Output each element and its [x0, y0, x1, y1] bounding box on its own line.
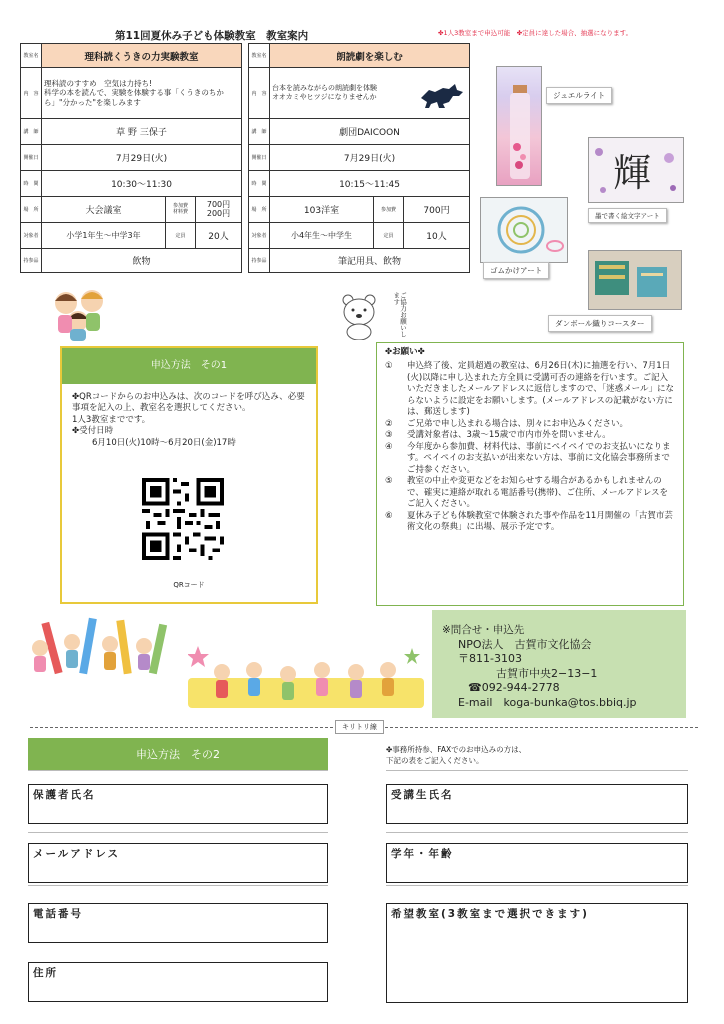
calligraphy-caption: 墨で書く絵文字アート: [588, 208, 667, 223]
requests-heading: ✤お願い✤: [385, 347, 425, 357]
cut-line-label: キリトリ線: [335, 720, 384, 734]
apply-method-1-heading: 申込方法 その1: [62, 348, 316, 384]
request-item: ⑥ 夏休み子ども体験教室で体験された事や作品を11月開催の「古賀市芸術文化の祭典」に出場、展示予定です。: [385, 510, 673, 533]
class1-content: 理科読のすすめ 空気は力持ち! 科学の本を読んで、実験を体験する事「くうきのちから」"分かった"を楽しみます: [42, 68, 242, 119]
form-grid-line: [28, 770, 328, 771]
contact-zip: 〒811-3103: [458, 652, 522, 666]
label-target: 対象者: [21, 223, 42, 249]
crayon-kids-illustration: [28, 612, 178, 682]
jewel-light-caption: ジュエルライト: [546, 87, 612, 104]
form-grid-line: [386, 832, 688, 833]
phone-label: 電話番号: [33, 908, 83, 920]
class1-belongings: 飲物: [42, 249, 242, 273]
class2-fee: 700円: [404, 197, 470, 223]
class1-fees: 700円 200円: [196, 197, 242, 223]
header-note: ✤1人3教室まで申込可能 ✤定員に達した場合、抽選になります。: [438, 29, 633, 37]
class2-place: 103洋室: [270, 197, 374, 223]
label-date: 開催日: [249, 145, 270, 171]
form-grid-line: [386, 770, 688, 771]
class2-time: 10:15～11:45: [270, 171, 470, 197]
label-time: 時 間: [21, 171, 42, 197]
class1-date: 7月29日(火): [42, 145, 242, 171]
calligraphy-photo: [588, 137, 684, 203]
class1-fee-labels: 参加費 材料費: [166, 197, 196, 223]
class1-time: 10:30～11:30: [42, 171, 242, 197]
class1-instructor: 草 野 三保子: [42, 119, 242, 145]
class2-instructor: 劇団DAICOON: [270, 119, 470, 145]
label-instructor: 講 師: [249, 119, 270, 145]
requests-box: [376, 342, 684, 606]
address-label: 住所: [33, 967, 58, 979]
class1-place: 大会議室: [42, 197, 166, 223]
request-item: ③ 受講対象者は、3歳～15歳で市内市外を問いません。: [385, 430, 611, 441]
label-content: 内 容: [249, 68, 270, 119]
class2-capacity: 10人: [404, 223, 470, 249]
wolf-icon: [419, 80, 465, 110]
student-name-label: 受講生氏名: [391, 789, 454, 801]
label-date: 開催日: [21, 145, 42, 171]
guardian-name-label: 保護者氏名: [33, 789, 96, 801]
label-place: 場 所: [249, 197, 270, 223]
class1-capacity: 20人: [196, 223, 242, 249]
form-grid-line: [386, 885, 688, 886]
student-name-field[interactable]: [386, 784, 688, 824]
label-capacity: 定員: [166, 223, 196, 249]
wish-class-field[interactable]: [386, 903, 688, 1003]
form-grid-line: [28, 885, 328, 886]
contact-org: NPO法人 古賀市文化協会: [458, 637, 592, 651]
request-item: ② ご兄弟で申し込まれる場合は、別々にお申込みください。: [385, 418, 629, 429]
apply-method-1-instruction: ✤QRコードからのお申込みは、次のコードを呼び込み、必要事項を記入の上、教室名を選択してください。: [72, 392, 305, 414]
label-time: 時 間: [249, 171, 270, 197]
bear-message: ご協力お願いします: [392, 292, 407, 338]
class1-target: 小学1年生～中学3年: [42, 223, 166, 249]
label-content: 内 容: [21, 68, 42, 119]
class2-content: 台本を読みながらの朗読劇を体験 オオカミやヒツジになりませんか: [272, 84, 377, 101]
qr-caption: QRコード: [173, 581, 205, 589]
class1-table: [20, 43, 242, 273]
request-item: ④ 今年度から参加費、材料代は、事前にペイペイでのお支払いになります。ペイペイのお支払いが出来ない方は、事前に文化協会事務所までご持参ください。: [385, 441, 671, 475]
apply-method-1-limit: 1人3教室までです。: [72, 414, 151, 425]
grade-age-label: 学年・年齢: [391, 848, 454, 860]
cardboard-coaster-photo: [588, 250, 682, 310]
jewel-light-photo: [496, 66, 542, 186]
class2-belongings: 筆記用具、飲物: [270, 249, 470, 273]
grade-age-field[interactable]: [386, 843, 688, 883]
label-belongings: 持参品: [21, 249, 42, 273]
svg-text:輝: 輝: [613, 151, 652, 195]
kids-banner-illustration: [188, 640, 428, 710]
apply-period-label: ✤受付日時: [72, 426, 114, 437]
contact-email[interactable]: E-mail koga-bunka@tos.bbiq.jp: [458, 695, 637, 709]
contact-box: [432, 610, 686, 718]
kids-illustration: [48, 285, 118, 341]
apply-method-2-note: ✤事務所持参、FAXでのお申込みの方は、 下記の表をご記入ください。: [386, 745, 527, 765]
phone-field[interactable]: [28, 903, 328, 943]
label-class-name: 教室名: [21, 44, 42, 68]
label-class-name: 教室名: [249, 44, 270, 68]
page-title: 第11回夏休み子ども体験教室 教室案内: [115, 30, 309, 42]
label-place: 場 所: [21, 197, 42, 223]
form-grid-line: [28, 832, 328, 833]
email-label: メールアドレス: [33, 848, 120, 860]
request-item: ① 申込終了後、定員超過の教室は、6月26日(木)に抽選を行い、7月1日(火)以降に申し込まれた方全員に受講可否の連絡を行います。ご記入いただきましたメールアドレスに返信しますので、「迷惑メール」にならないように設定をお願いします。(メールアドレスの記載がない方には、郵送します): [385, 361, 674, 418]
qr-code[interactable]: [142, 478, 224, 560]
class2-table: [248, 43, 470, 273]
class2-target: 小4年生～中学生: [270, 223, 374, 249]
contact-phone: ☎092-944-2778: [468, 681, 560, 695]
class2-content-cell: [270, 68, 470, 119]
contact-address: 古賀市中央2−13−1: [496, 666, 598, 680]
email-field[interactable]: [28, 843, 328, 883]
label-target: 対象者: [249, 223, 270, 249]
label-fee: 参加費: [374, 197, 404, 223]
rubber-art-caption: ゴムかけアート: [483, 262, 549, 279]
cardboard-coaster-caption: ダンボール織りコースター: [548, 315, 652, 332]
guardian-name-field[interactable]: [28, 784, 328, 824]
class2-date: 7月29日(火): [270, 145, 470, 171]
request-item: ⑤ 教室の中止や変更などをお知らせする場合があるかもしれませんので、確実に連絡が取れる電話番号(携帯)、ご住所、メールアドレスをご記入ください。: [385, 476, 669, 510]
class2-name: 朗読劇を楽しむ: [270, 44, 470, 68]
apply-method-2-heading: 申込方法 その2: [28, 738, 328, 771]
apply-method-1-box: [60, 346, 318, 604]
class1-name: 理科読くうきの力実験教室: [42, 44, 242, 68]
contact-title: ※問合せ・申込先: [442, 624, 525, 636]
label-instructor: 講 師: [21, 119, 42, 145]
label-belongings: 持参品: [249, 249, 270, 273]
rubber-art-photo: [480, 197, 568, 263]
wish-class-label: 希望教室(3教室まで選択できます): [391, 908, 589, 920]
label-capacity: 定員: [374, 223, 404, 249]
address-field[interactable]: [28, 962, 328, 1002]
apply-period: 6月10日(火)10時～6月20日(金)17時: [92, 437, 236, 448]
